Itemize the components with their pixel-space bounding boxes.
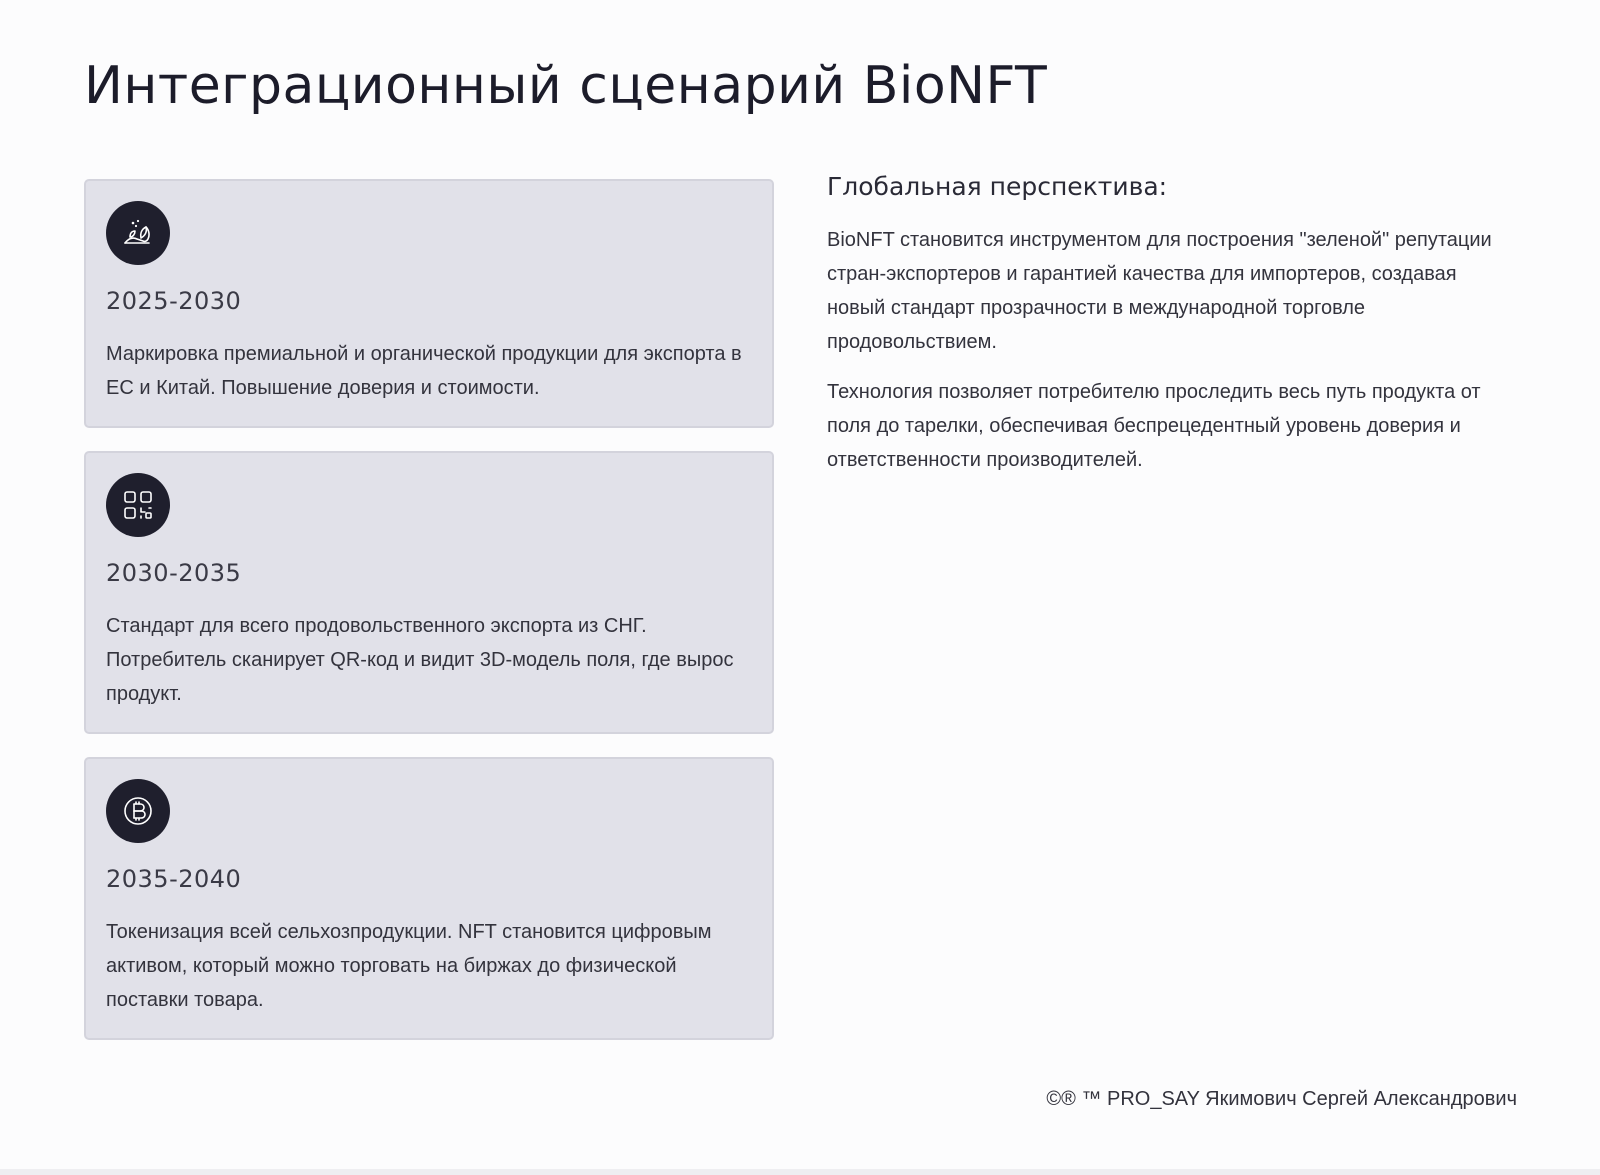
timeline-card: [84, 451, 774, 734]
global-perspective-section: [827, 172, 1517, 493]
section-heading: Глобальная перспектива:: [827, 172, 1168, 201]
qr-code-icon: [106, 473, 170, 537]
leaf-hand-icon: [106, 201, 170, 265]
timeline-card: [84, 179, 774, 428]
bottom-divider: [0, 1169, 1600, 1175]
card-description: Токенизация всей сельхозпродукции. NFT становится цифровым активом, который можно торговать на биржах до физической поставки товара.: [106, 921, 712, 1011]
timeline-cards: [84, 179, 774, 1063]
card-years: 2025-2030: [106, 287, 242, 315]
card-description: Стандарт для всего продовольственного экспорта из СНГ. Потребитель сканирует QR-код и видит 3D-модель поля, где вырос продукт.: [106, 615, 734, 705]
card-years: 2035-2040: [106, 865, 242, 893]
footer-copyright: ©® ™ PRO_SAY Якимович Сергей Александрович: [1046, 1088, 1517, 1110]
card-description: Маркировка премиальной и органической продукции для экспорта в ЕС и Китай. Повышение доверия и стоимости.: [106, 343, 742, 399]
perspective-paragraph: Технология позволяет потребителю проследить весь путь продукта от поля до тарелки, обеспечивая беспрецедентный уровень доверия и ответственности производителей.: [827, 381, 1481, 471]
card-years: 2030-2035: [106, 559, 242, 587]
timeline-card: [84, 757, 774, 1040]
page-title: Интеграционный сценарий BioNFT: [84, 56, 1048, 116]
perspective-paragraph: BioNFT становится инструментом для построения "зеленой" репутации стран-экспортеров и гарантией качества для импортеров, создавая новый стандарт прозрачности в международной торговле продовольствием.: [827, 229, 1492, 353]
bitcoin-icon: [106, 779, 170, 843]
